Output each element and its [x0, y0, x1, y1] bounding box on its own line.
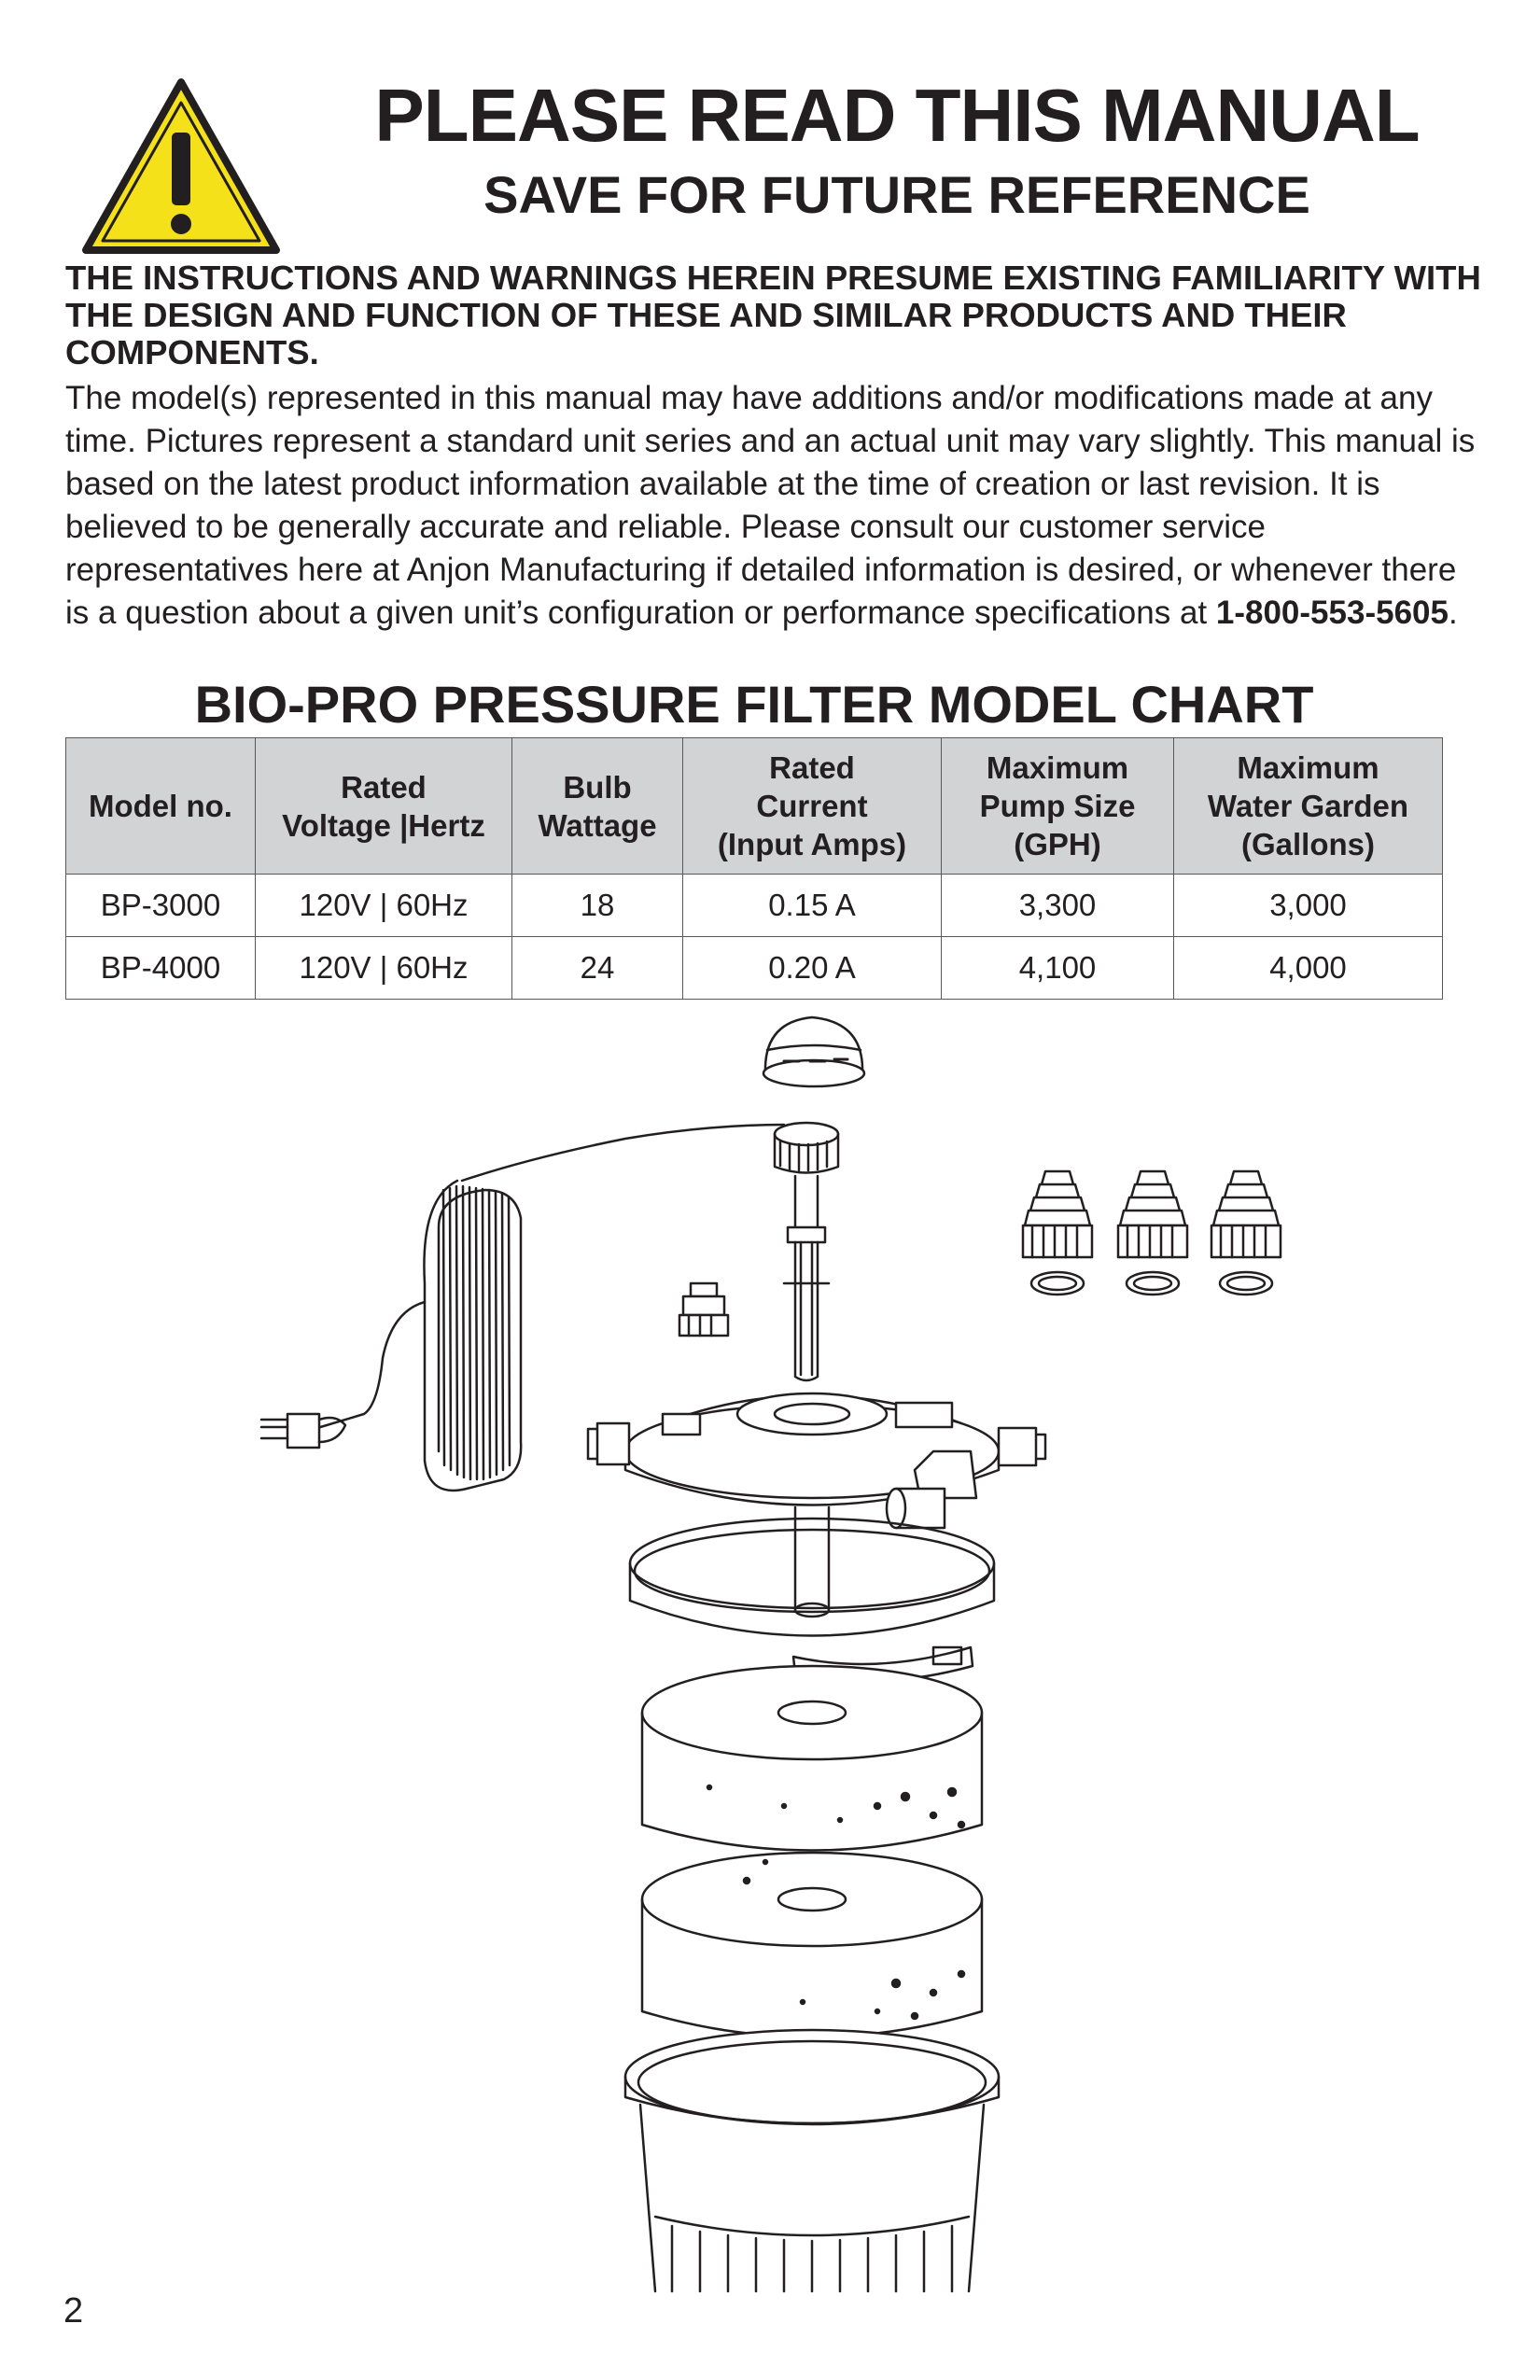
- top-cap-part: [763, 1017, 864, 1086]
- column-header: Rated Voltage |Hertz: [256, 738, 512, 875]
- page-number: 2: [63, 2291, 84, 2331]
- table-row: [66, 875, 1443, 937]
- hose-barbs: [1023, 1171, 1281, 1295]
- table-cell: 120V | 60Hz: [256, 937, 512, 1000]
- notice-text: THE INSTRUCTIONS AND WARNINGS HEREIN PRESUME EXISTING FAMILIARITY WITH THE DESIGN AND FUNCTION OF THESE AND SIMILAR PRODUCTS AND THEIR COMPONENTS.: [65, 259, 1481, 371]
- table-cell: 18: [512, 875, 683, 937]
- body-end: .: [1448, 595, 1458, 631]
- air-valve: [679, 1283, 728, 1336]
- table-cell: 3,300: [942, 875, 1174, 937]
- filter-lid: [588, 1393, 1045, 1528]
- column-header: Rated Current (Input Amps): [683, 738, 942, 875]
- table-cell: 0.15 A: [683, 875, 942, 937]
- clamp-ring: [630, 1507, 994, 1681]
- table-cell: 4,000: [1174, 937, 1443, 1000]
- uv-bulb-assembly: [775, 1123, 838, 1380]
- foam-filter-top: [642, 1666, 982, 1851]
- page-title: PLEASE READ THIS MANUAL: [374, 74, 1420, 157]
- table-cell: 3,000: [1174, 875, 1443, 937]
- table-cell: 0.20 A: [683, 937, 942, 1000]
- table-cell: BP-4000: [66, 937, 256, 1000]
- body-text: The model(s) represented in this manual may have additions and/or modifications made at any time. Pictures represent a standard unit series and an actual unit may vary slightly. This manual is based on the latest product information available at the time of creation or last revision. It is believed to be generally accurate and reliable. Please consult our customer service representatives here at Anjon Manufacturing if detailed information is desired, or whenever there is a question about a given unit’s configuration or performance specifications at: [65, 380, 1476, 631]
- table-cell: 4,100: [942, 937, 1174, 1000]
- table-header-row: [66, 738, 1443, 875]
- table-cell: 24: [512, 937, 683, 1000]
- table-row: [66, 937, 1443, 1000]
- column-header: Maximum Pump Size (GPH): [942, 738, 1174, 875]
- body-paragraph: [65, 377, 1484, 635]
- filter-housing: [625, 2030, 999, 2291]
- phone-number: 1-800-553-5605: [1215, 595, 1449, 631]
- filter-exploded-illustration: [224, 1003, 1325, 2301]
- column-header: Model no.: [66, 738, 256, 875]
- foam-filter-bottom: [642, 1853, 982, 2037]
- table-cell: 120V | 60Hz: [256, 875, 512, 937]
- column-header: Bulb Wattage: [512, 738, 683, 875]
- column-header: Maximum Water Garden (Gallons): [1174, 738, 1443, 875]
- model-chart-table: [65, 737, 1443, 1000]
- chart-title: BIO-PRO PRESSURE FILTER MODEL CHART: [194, 675, 1314, 734]
- warning-triangle-icon: [78, 75, 284, 258]
- table-cell: BP-3000: [66, 875, 256, 937]
- page-subtitle: SAVE FOR FUTURE REFERENCE: [483, 165, 1310, 224]
